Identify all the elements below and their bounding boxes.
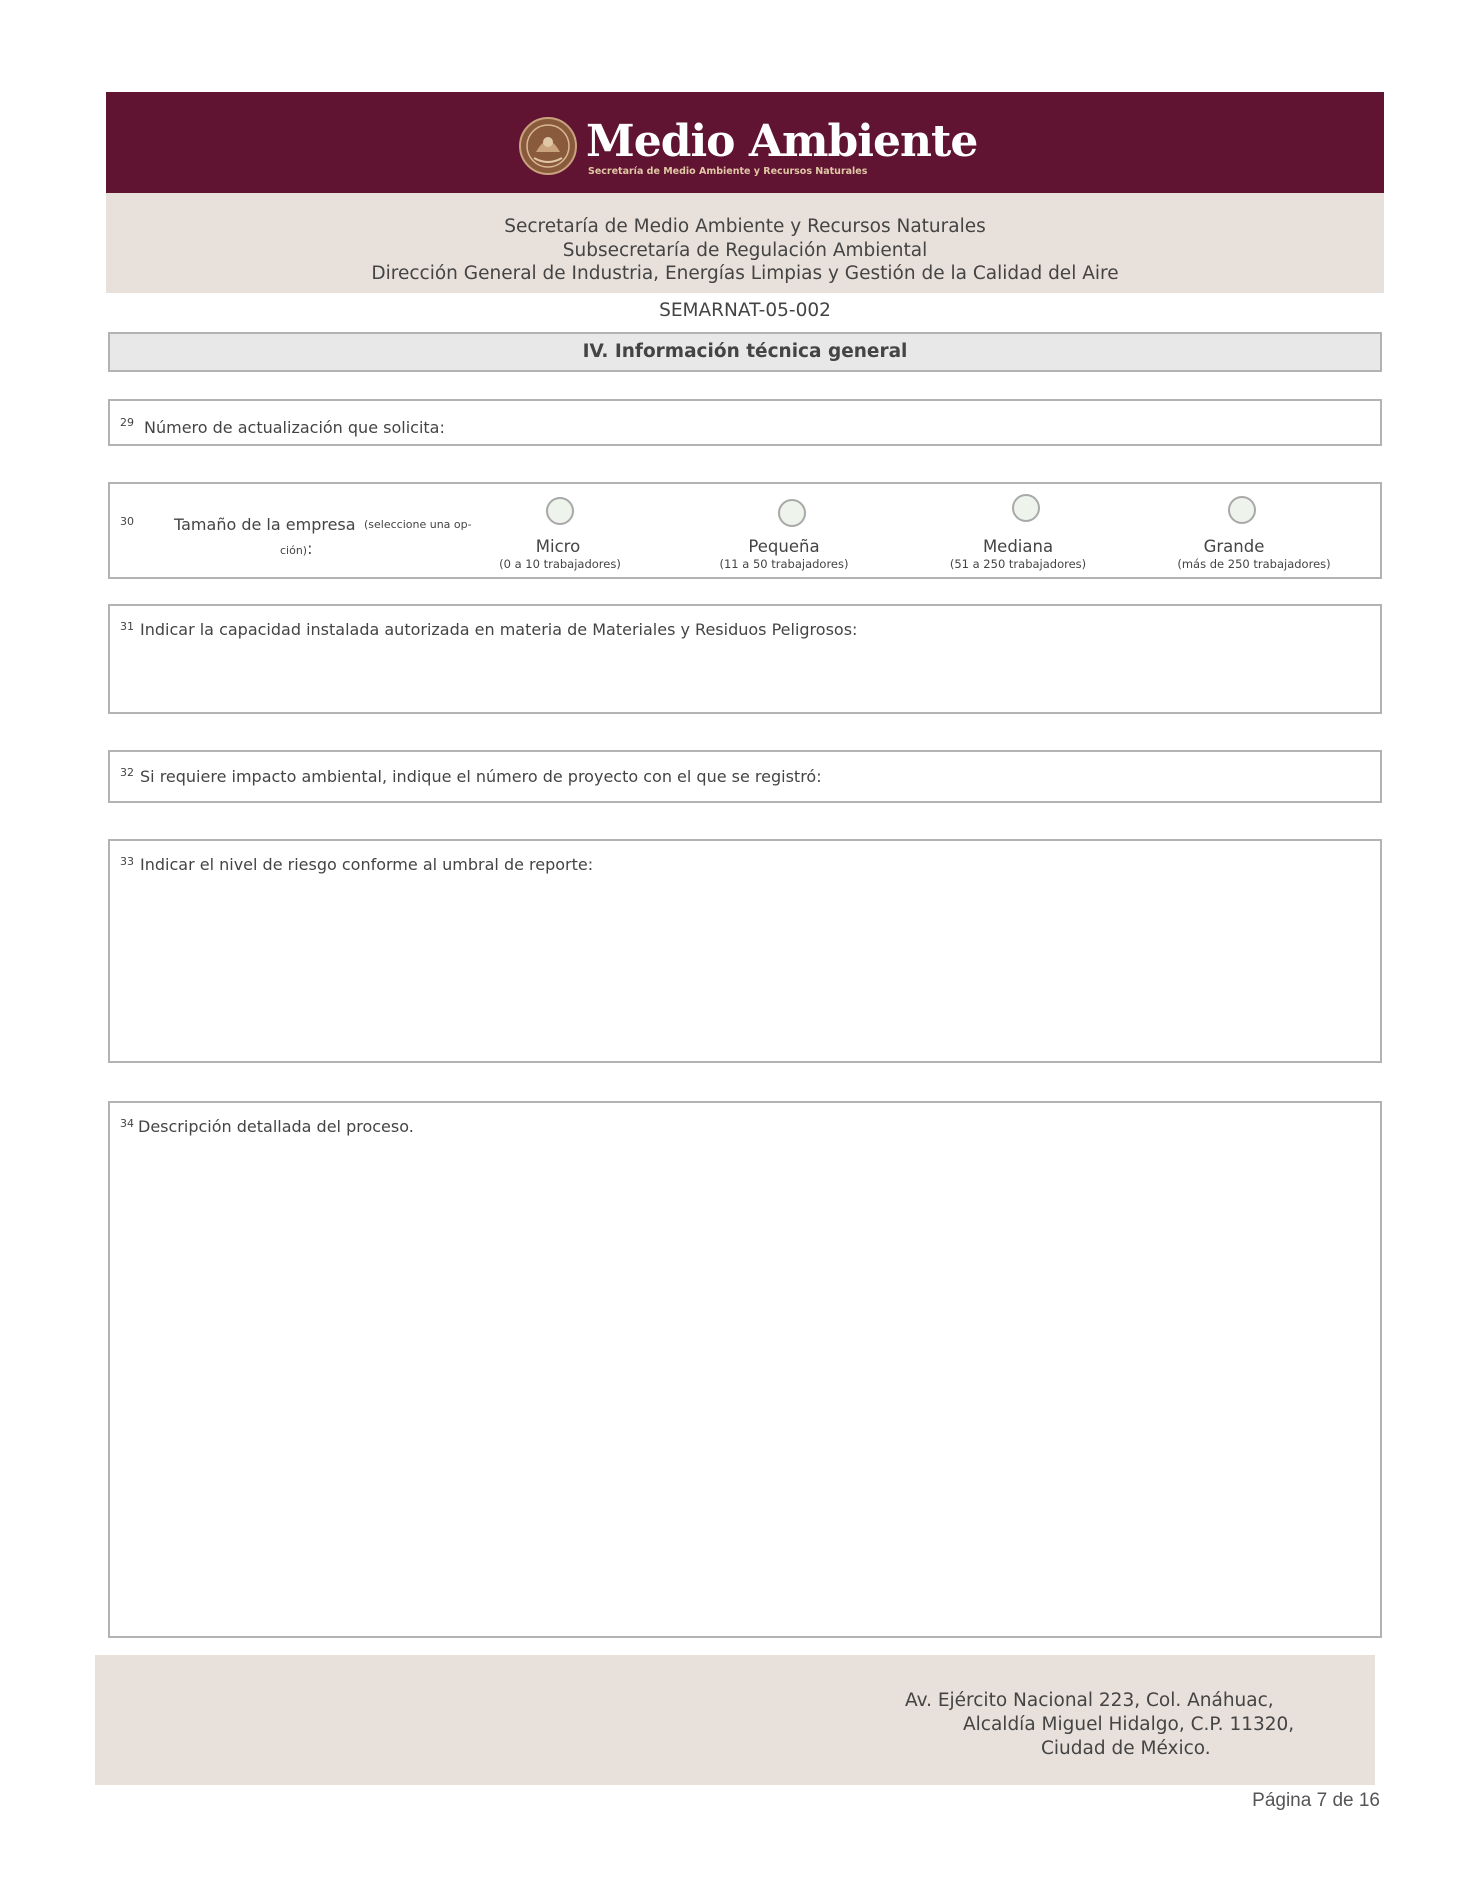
option-micro-range: (0 a 10 trabajadores) xyxy=(499,557,621,571)
q29-field[interactable] xyxy=(108,399,1382,446)
radio-pequena[interactable] xyxy=(778,499,806,527)
logo-title: Medio Ambiente xyxy=(586,116,978,167)
footer-address-line1: Av. Ejército Nacional 223, Col. Anáhuac, xyxy=(905,1690,1274,1711)
footer-band xyxy=(95,1655,1375,1785)
q33-label: Indicar el nivel de riesgo conforme al umbral de reporte: xyxy=(140,855,594,874)
form-id: SEMARNAT-05-002 xyxy=(659,300,831,321)
option-micro-label: Micro xyxy=(535,537,581,556)
option-pequena-range: (11 a 50 trabajadores) xyxy=(719,557,849,571)
q29-label: Número de actualización que solicita: xyxy=(144,418,445,437)
national-seal-icon xyxy=(518,116,578,176)
subsecretariat-name: Subsecretaría de Regulación Ambiental xyxy=(562,239,928,261)
q34-field[interactable] xyxy=(108,1101,1382,1638)
q32-field[interactable] xyxy=(108,750,1382,803)
radio-grande[interactable] xyxy=(1228,496,1256,524)
page-number: Página 7 de 16 xyxy=(1252,1790,1380,1811)
q31-number: 31 xyxy=(120,620,134,633)
q32-number: 32 xyxy=(120,766,134,779)
q29-number: 29 xyxy=(120,416,134,429)
q31-field[interactable] xyxy=(108,604,1382,714)
q34-number: 34 xyxy=(120,1117,134,1130)
footer-address-line2: Alcaldía Miguel Hidalgo, C.P. 11320, xyxy=(963,1714,1295,1735)
radio-mediana[interactable] xyxy=(1012,494,1040,522)
option-grande-label: Grande xyxy=(1203,537,1265,556)
q30-field xyxy=(108,482,1382,579)
option-pequena-label: Pequeña xyxy=(748,537,820,556)
q30-number: 30 xyxy=(120,515,134,528)
option-mediana-range: (51 a 250 trabajadores) xyxy=(949,557,1087,571)
directorate-name: Dirección General de Industria, Energías Limpias y Gestión de la Calidad del Aire xyxy=(371,263,1119,284)
q34-label: Descripción detallada del proceso. xyxy=(138,1117,414,1136)
option-grande-range: (más de 250 trabajadores) xyxy=(1177,557,1331,571)
q30-hint-cont: ción): xyxy=(280,539,313,558)
section-title: IV. Información técnica general xyxy=(108,332,1382,372)
logo xyxy=(518,114,978,180)
agency-name: Secretaría de Medio Ambiente y Recursos Naturales xyxy=(504,216,986,237)
q30-label: Tamaño de la empresa xyxy=(174,515,356,534)
logo-subtitle: Secretaría de Medio Ambiente y Recursos Naturales xyxy=(588,166,868,177)
option-mediana-label: Mediana xyxy=(982,537,1054,556)
q33-field[interactable] xyxy=(108,839,1382,1063)
radio-micro[interactable] xyxy=(546,497,574,525)
footer-address-line3: Ciudad de México. xyxy=(1041,1738,1211,1759)
q31-label: Indicar la capacidad instalada autorizada en materia de Materiales y Residuos Peligrosos: xyxy=(140,620,858,639)
q32-label: Si requiere impacto ambiental, indique el número de proyecto con el que se registró: xyxy=(140,767,822,786)
q33-number: 33 xyxy=(120,855,134,868)
header-band xyxy=(106,193,1384,293)
q30-hint: (seleccione una op- xyxy=(364,518,472,531)
